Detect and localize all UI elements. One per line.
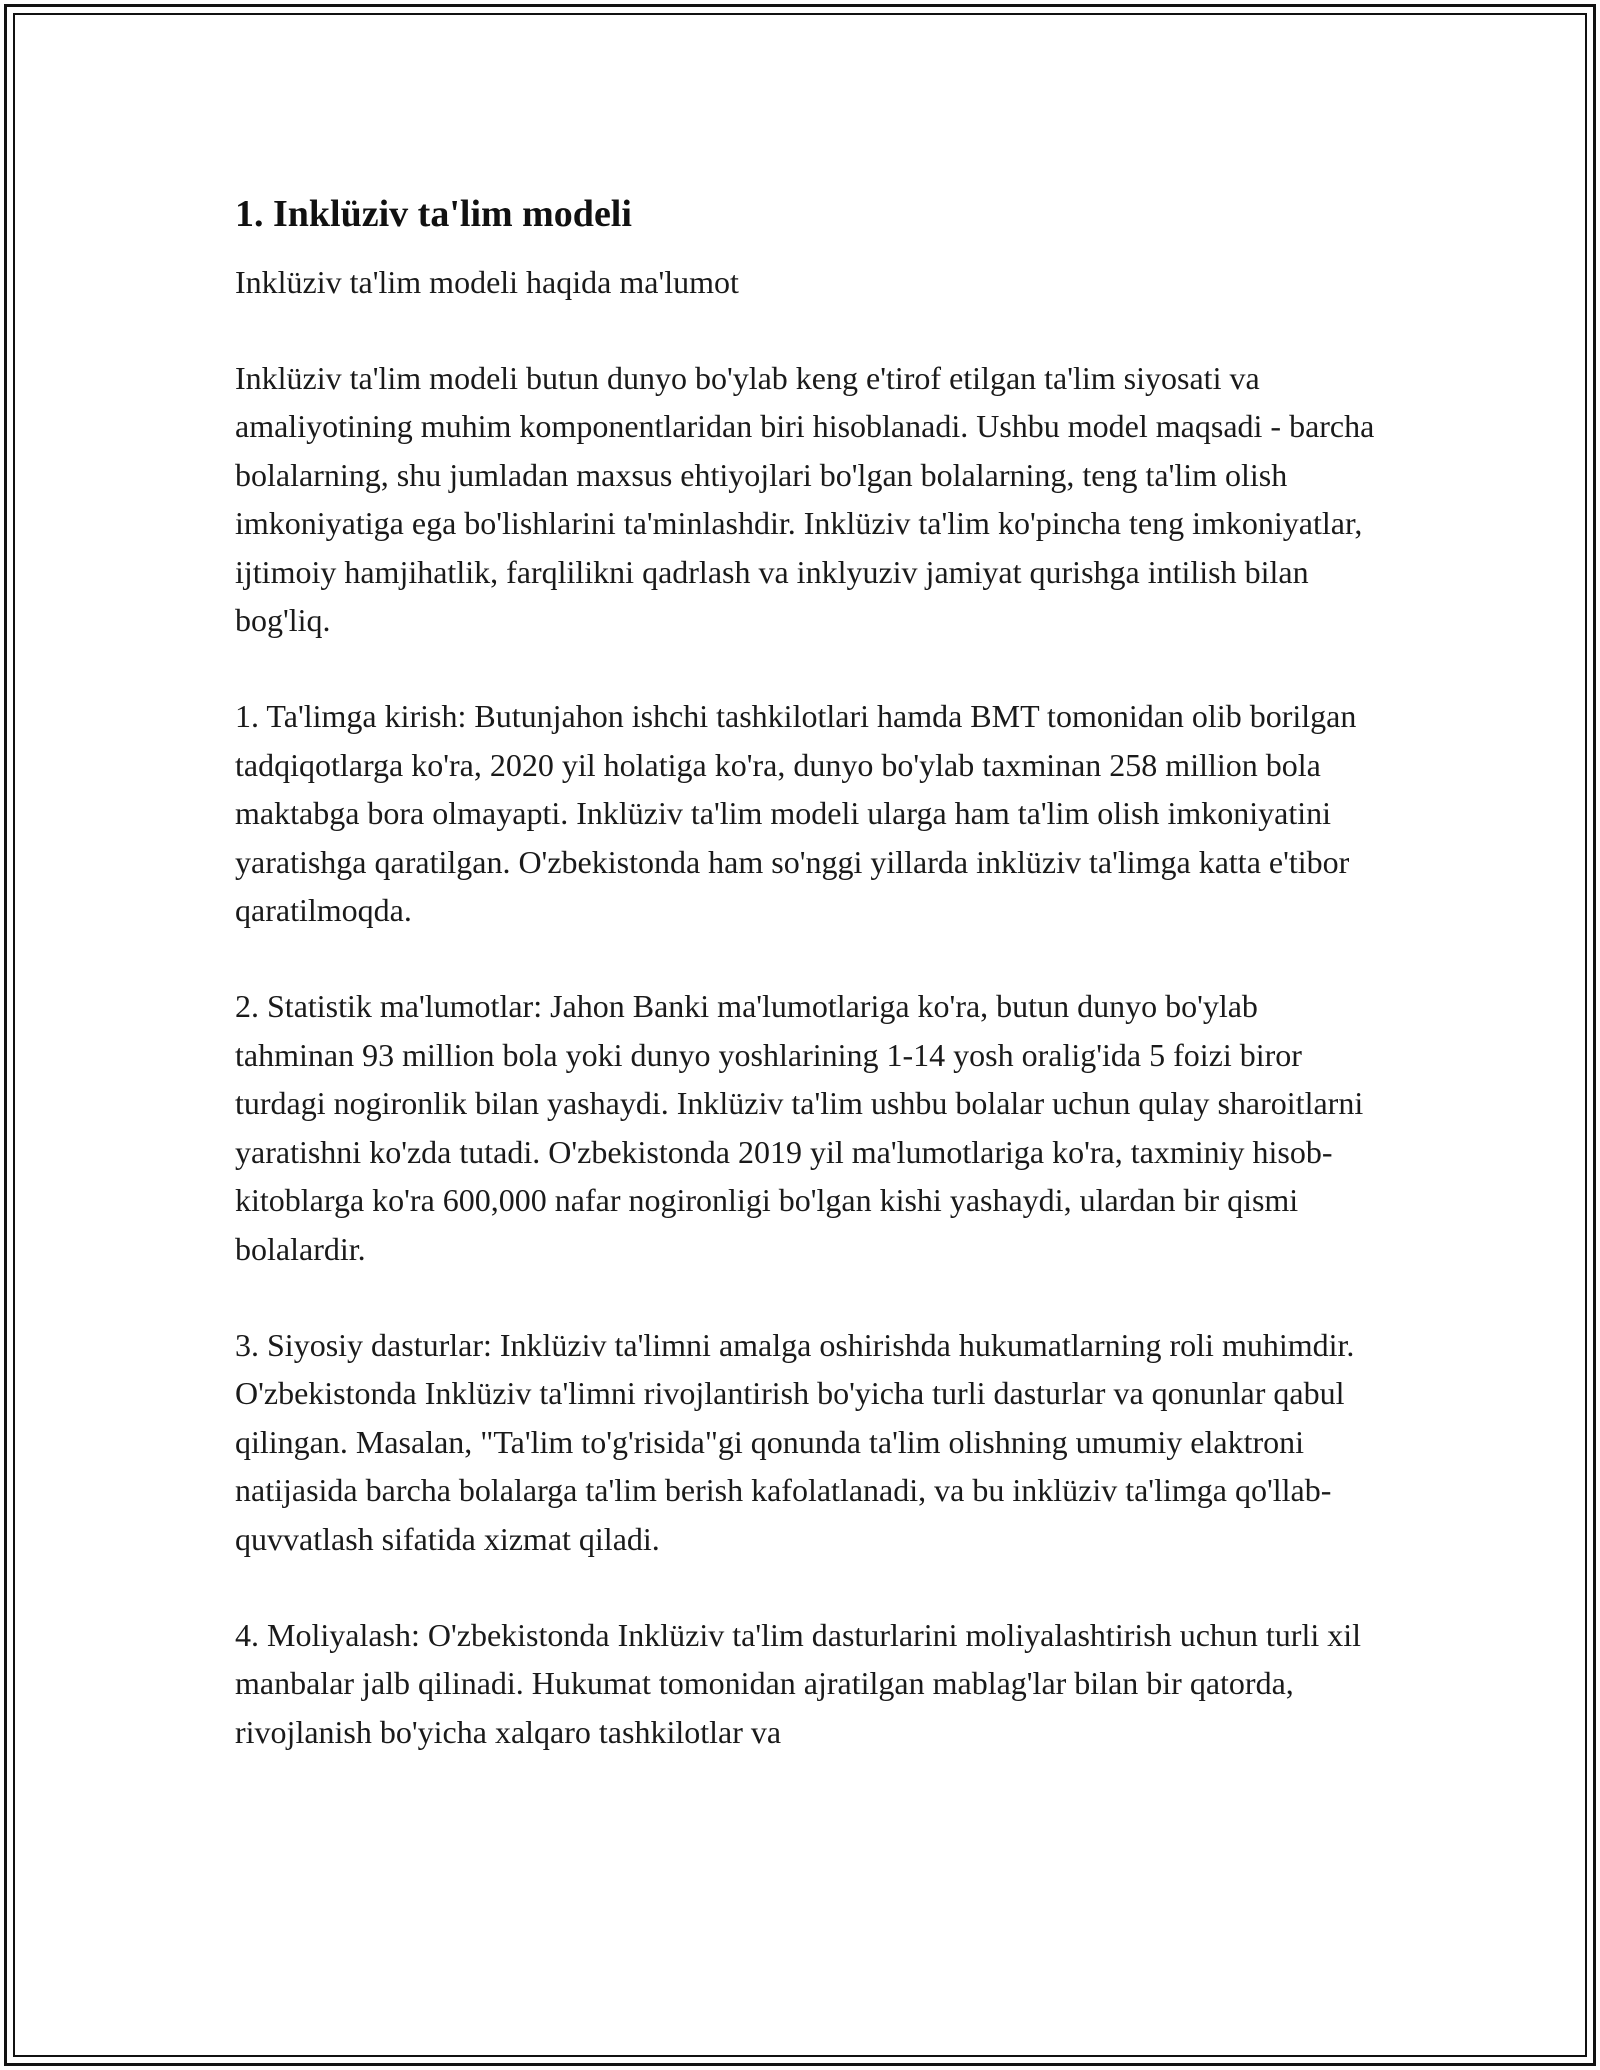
paragraph-policy: 3. Siyosiy dasturlar: Inklüziv ta'limni amalga oshirishda hukumatlarning roli muhimdir. O'zbekistonda Inklüziv ta'limni rivojlantirish bo'yicha turli dasturlar va qonunlar qabul qilingan. Masalan, "Ta'lim to'g'risida"gi qonunda ta'lim olishning umumiy elaktroni natijasida barcha bolalarga ta'lim berish kafolatlanadi, va bu inklüziv ta'limga qo'llab-quvvatlash sifatida xizmat qiladi. (235, 1326, 1355, 1557)
paragraph-intro: Inklüziv ta'lim modeli butun dunyo bo'ylab keng e'tirof etilgan ta'lim siyosati va amaliyotining muhim komponentlaridan biri hisoblanadi. Ushbu model maqsadi - barcha bolalarning, shu jumladan maxsus ehtiyojlari bo'lgan bolalarning, teng ta'lim olish imkoniyatiga ega bo'lishlarini ta'minlashdir. Inklüziv ta'lim ko'pincha teng imkoniyatlar, ijtimoiy hamjihatlik, farqlilikni qadrlash va inklyuziv jamiyat qurishga intilish bilan bog'liq. (235, 360, 1375, 639)
document-subtitle: Inklüziv ta'lim modeli haqida ma'lumot (235, 264, 739, 300)
paragraph-statistics: 2. Statistik ma'lumotlar: Jahon Banki ma'lumotlariga ko'ra, butun dunyo bo'ylab tahminan 93 million bola yoki dunyo yoshlarining 1-14 yosh oralig'ida 5 foizi biror turdagi nogironlik bilan yashaydi. Inklüziv ta'lim ushbu bolalar uchun qulay sharoitlarni yaratishni ko'zda tutadi. O'zbekistonda 2019 yil ma'lumotlariga ko'ra, taxminiy hisob-kitoblarga ko'ra 600,000 nafar nogironligi bo'lgan kishi yashaydi, ulardan bir qismi bolalardir. (235, 988, 1364, 1267)
paragraph-access: 1. Ta'limga kirish: Butunjahon ishchi tashkilotlari hamda BMT tomonidan olib borilgan tadqiqotlarga ko'ra, 2020 yil holatiga ko'ra, dunyo bo'ylab taxminan 258 million bola maktabga bora olmayapti. Inklüziv ta'lim modeli ularga ham ta'lim olish imkoniyatini yaratishga qaratilgan. O'zbekistonda ham so'nggi yillarda inklüziv ta'limga katta e'tibor qaratilmoqda. (235, 698, 1357, 929)
document-body (235, 186, 1380, 1756)
document-title: 1. Inklüziv ta'lim modeli (235, 193, 632, 235)
paragraph-funding: 4. Moliyalash: O'zbekistonda Inklüziv ta'lim dasturlarini moliyalashtirish uchun turli xil manbalar jalb qilinadi. Hukumat tomonidan ajratilgan mablag'lar bilan bir qatorda, rivojlanish bo'yicha xalqaro tashkilotlar va (235, 1616, 1362, 1750)
